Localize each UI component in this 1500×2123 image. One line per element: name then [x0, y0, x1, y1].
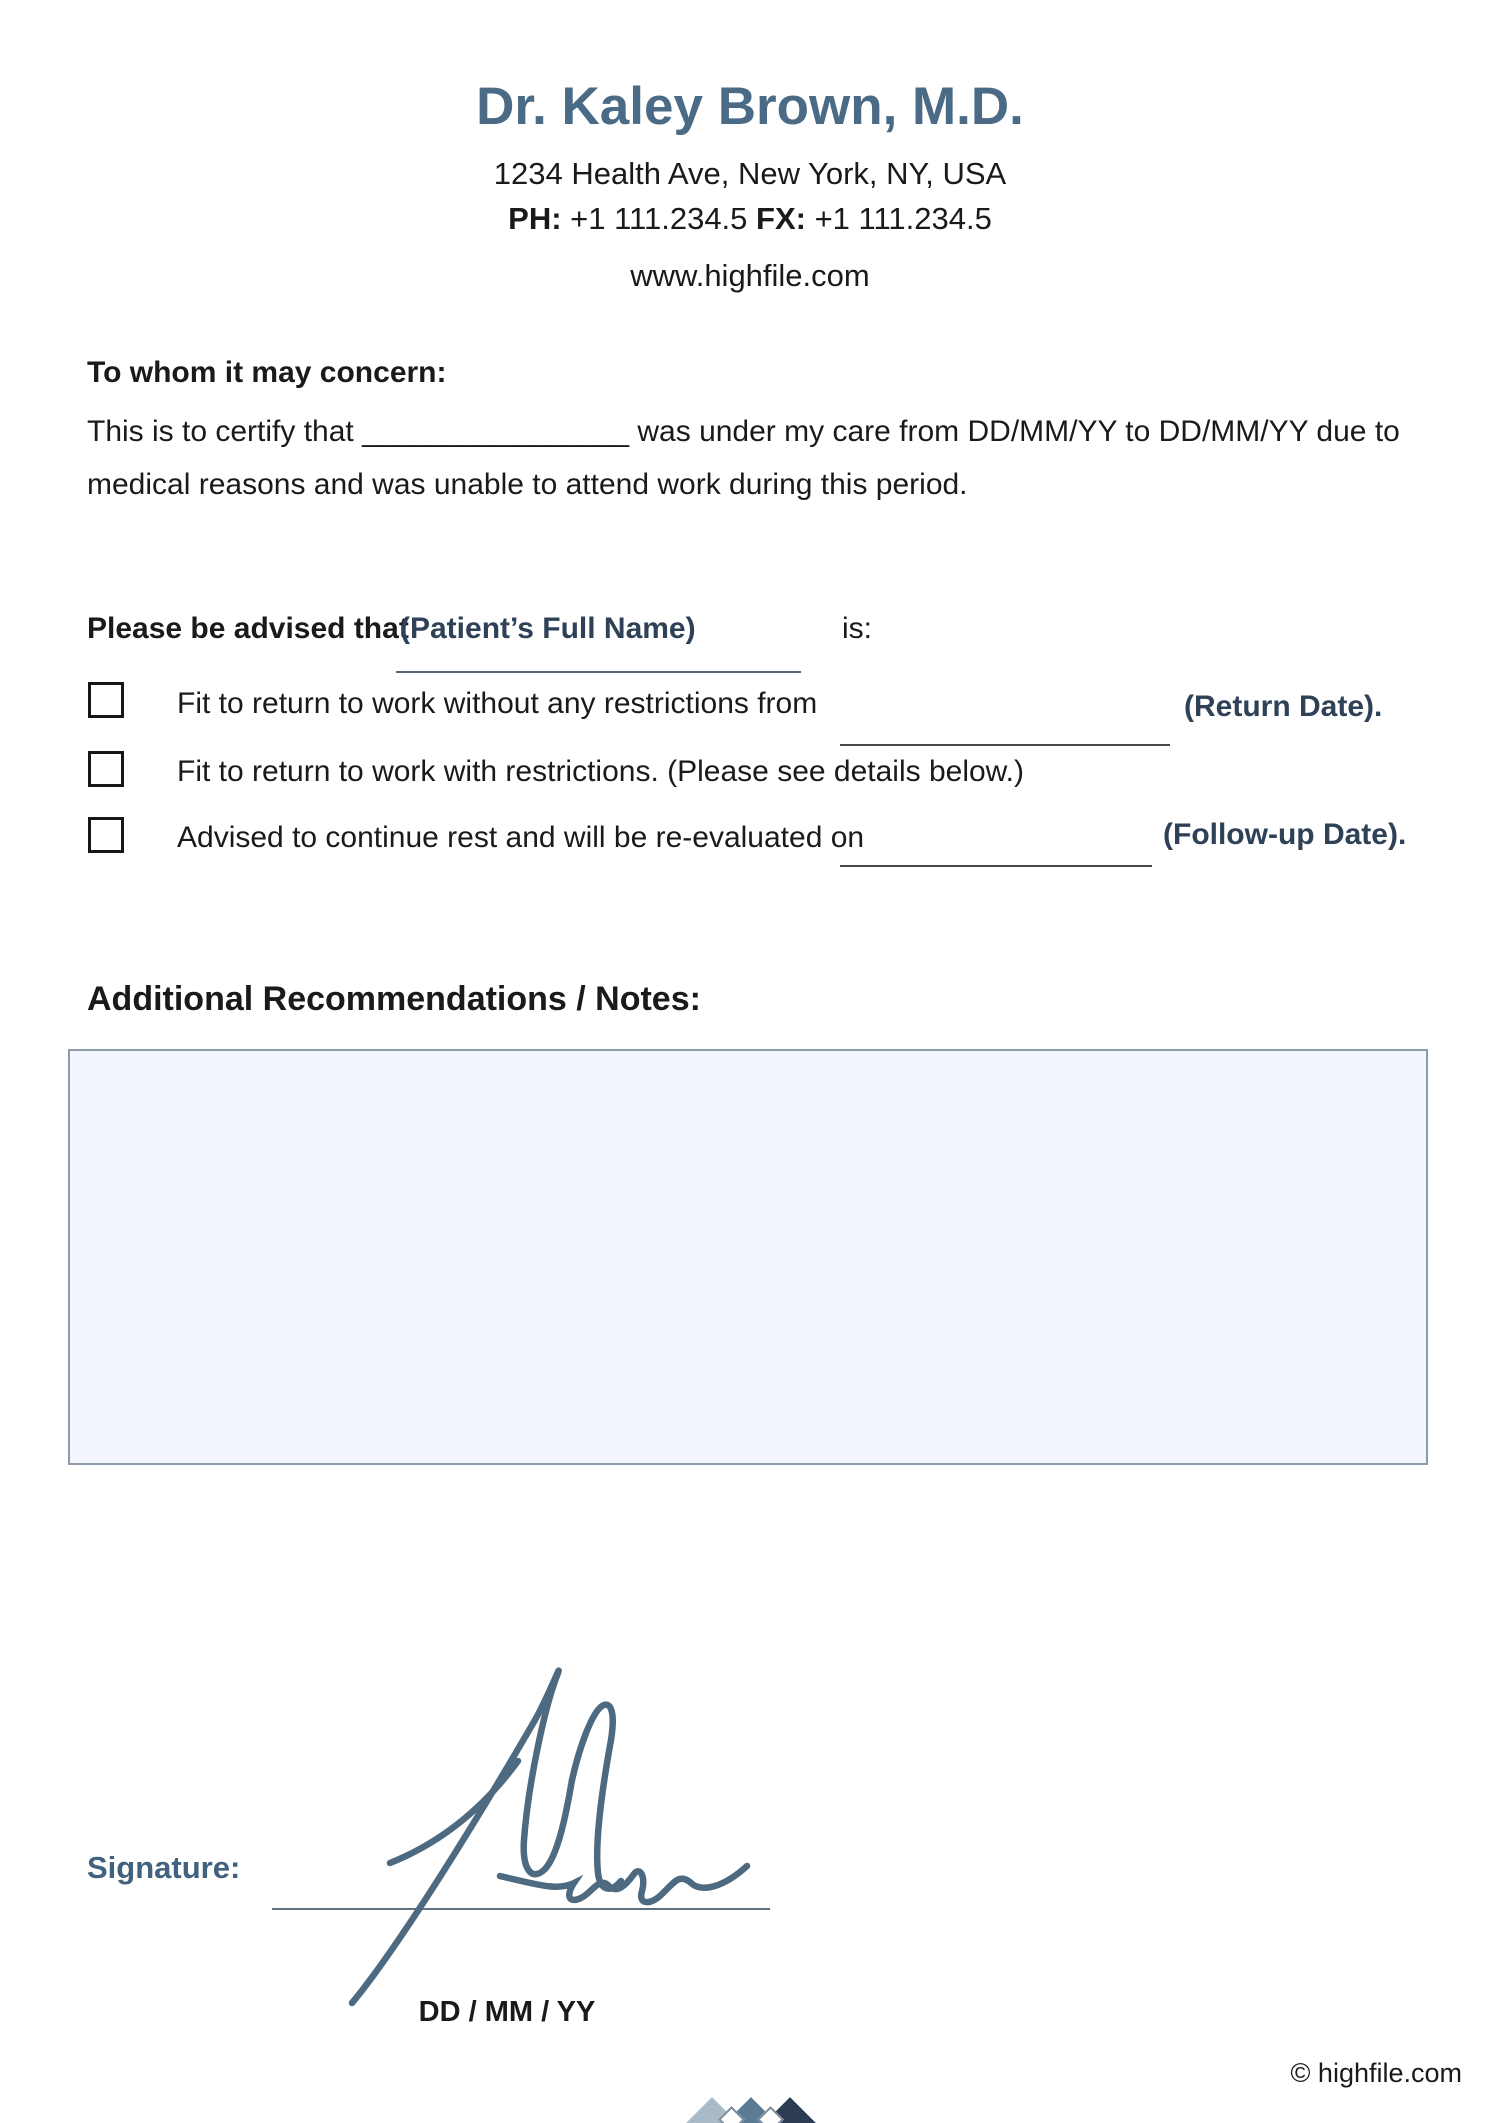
patient-name-underline[interactable]: [396, 671, 801, 673]
checkbox-fit-no-restrictions[interactable]: [88, 682, 124, 718]
notes-heading: Additional Recommendations / Notes:: [87, 980, 701, 1018]
patient-full-name-field[interactable]: (Patient’s Full Name): [400, 612, 696, 645]
followup-date-line[interactable]: [840, 865, 1152, 867]
followup-date-annotation: (Follow-up Date).: [1163, 818, 1407, 851]
signature-date-placeholder[interactable]: DD / MM / YY: [418, 1996, 596, 2028]
advisory-verb: is:: [842, 612, 872, 645]
certify-text-after: was under my care from DD/MM/YY to DD/MM/YY due to medical reasons and was unable to attend work during this period.: [87, 415, 1400, 501]
phone-label: PH:: [508, 201, 562, 236]
advisory-lead: Please be advised that: [87, 612, 409, 645]
return-date-line[interactable]: [840, 744, 1170, 746]
patient-name-blank[interactable]: ________________: [362, 415, 630, 448]
certification-paragraph: [87, 405, 1449, 511]
checkbox-continue-rest[interactable]: [88, 817, 124, 853]
copyright-credit: © highfile.com: [1290, 2058, 1462, 2088]
phone-number: +1 111.234.5: [561, 201, 757, 236]
doctor-name-title: Dr. Kaley Brown, M.D.: [476, 77, 1024, 136]
phone-fax-line: [0, 201, 1500, 237]
option-label-with-restrictions: Fit to return to work with restrictions. (Please see details below.): [177, 755, 1025, 788]
option-label-continue-rest: Advised to continue rest and will be re-evaluated on: [177, 821, 865, 854]
clinic-address: 1234 Health Ave, New York, NY, USA: [493, 156, 1007, 191]
return-date-annotation: (Return Date).: [1184, 690, 1383, 723]
salutation: To whom it may concern:: [87, 356, 447, 389]
certify-text-before: This is to certify that: [87, 415, 363, 448]
checkbox-fit-with-restrictions[interactable]: [88, 751, 124, 787]
signature-label: Signature:: [87, 1850, 241, 1885]
website-url: www.highfile.com: [630, 258, 870, 293]
option-label-no-restrictions: Fit to return to work without any restrictions from: [177, 687, 818, 720]
notes-input-area[interactable]: [68, 1049, 1428, 1465]
fax-number: +1 111.234.5: [805, 201, 992, 236]
signature-ink: [300, 1645, 780, 2020]
fax-label: FX:: [756, 201, 806, 236]
